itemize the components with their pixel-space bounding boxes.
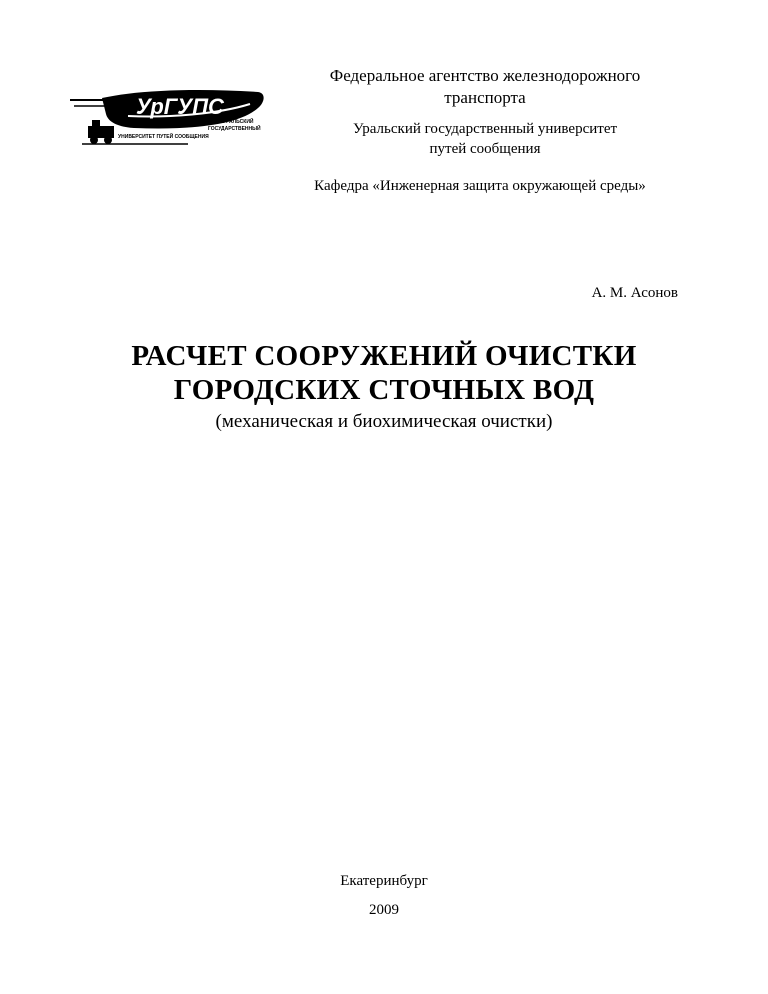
department-name: Кафедра «Инженерная защита окружающей среды» [314,178,646,194]
document-subtitle: (механическая и биохимическая очистки) [215,411,553,432]
agency-line-1: Федеральное агентство железнодорожного [329,66,641,85]
document-title [40,339,728,407]
university-line-1: Уральский государственный университет [352,121,618,137]
logo-subtext-2: ГОСУДАРСТВЕННЫЙ [208,126,261,132]
logo-text: УрГУПС [136,94,224,119]
agency-name [280,65,690,109]
logo-subtext-1: УРАЛЬСКИЙ [223,119,254,125]
publication-city: Екатеринбург [340,873,428,889]
title-line-1: РАСЧЕТ СООРУЖЕНИЙ ОЧИСТКИ [131,340,637,372]
publication-year: 2009 [369,902,399,918]
logo-subtext-3: УНИВЕРСИТЕТ ПУТЕЙ СООБЩЕНИЯ [118,134,209,140]
university-name [300,119,670,159]
urgups-logo-icon [68,86,268,148]
university-line-2: путей сообщения [429,141,541,157]
agency-line-2: транспорта [444,88,526,107]
author-name: А. М. Асонов [591,285,678,301]
title-line-2: ГОРОДСКИХ СТОЧНЫХ ВОД [173,374,595,406]
